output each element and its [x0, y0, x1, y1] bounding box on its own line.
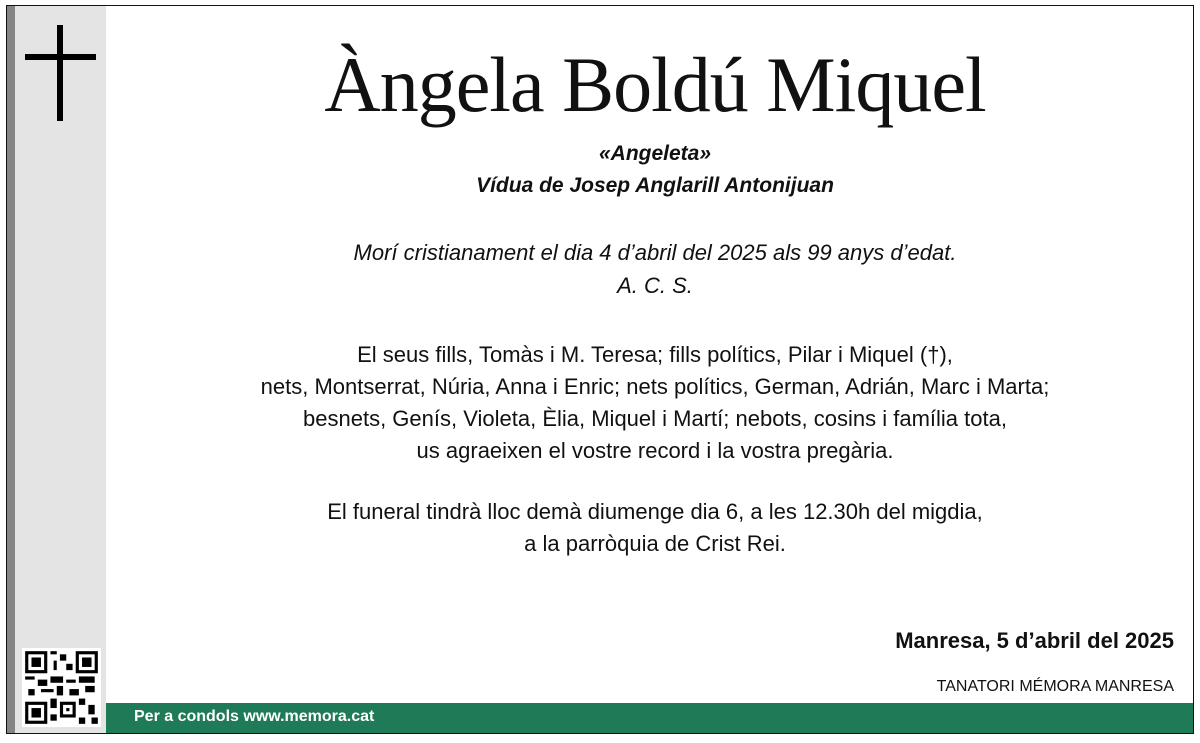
qr-code-icon[interactable]: [22, 648, 101, 727]
widow-of: Vídua de Josep Anglarill Antonijuan: [476, 174, 834, 197]
family-line: nets, Montserrat, Núria, Anna i Enric; nets polítics, German, Adrián, Marc i Marta;: [260, 374, 1050, 399]
death-statement: Morí cristianament el dia 4 d’abril del 2025 als 99 anys d’edat.: [353, 240, 957, 265]
condolences-bar: [106, 703, 1193, 733]
deceased-name: Àngela Boldú Miquel: [324, 41, 986, 128]
funeral-paragraph: [106, 496, 1200, 560]
nickname: «Angeleta»: [598, 142, 712, 165]
place-date: Manresa, 5 d’abril del 2025: [895, 628, 1174, 653]
family-line: besnets, Genís, Violeta, Èlia, Miquel i Martí; nebots, cosins i família tota,: [303, 406, 1007, 431]
funeral-line: a la parròquia de Crist Rei.: [524, 531, 786, 556]
family-line: us agraeixen el vostre record i la vostra pregària.: [416, 438, 894, 463]
acs: A. C. S.: [617, 273, 693, 298]
funeral-home: TANATORI MÉMORA MANRESA: [936, 678, 1174, 695]
condolences-link[interactable]: Per a condols www.memora.cat: [134, 708, 375, 725]
family-paragraph: [106, 339, 1200, 467]
sidebar-stripe: [7, 6, 15, 733]
funeral-line: El funeral tindrà lloc demà diumenge dia 6, a les 12.30h del migdia,: [327, 499, 983, 524]
family-line: El seus fills, Tomàs i M. Teresa; fills polítics, Pilar i Miquel (†),: [357, 342, 953, 367]
